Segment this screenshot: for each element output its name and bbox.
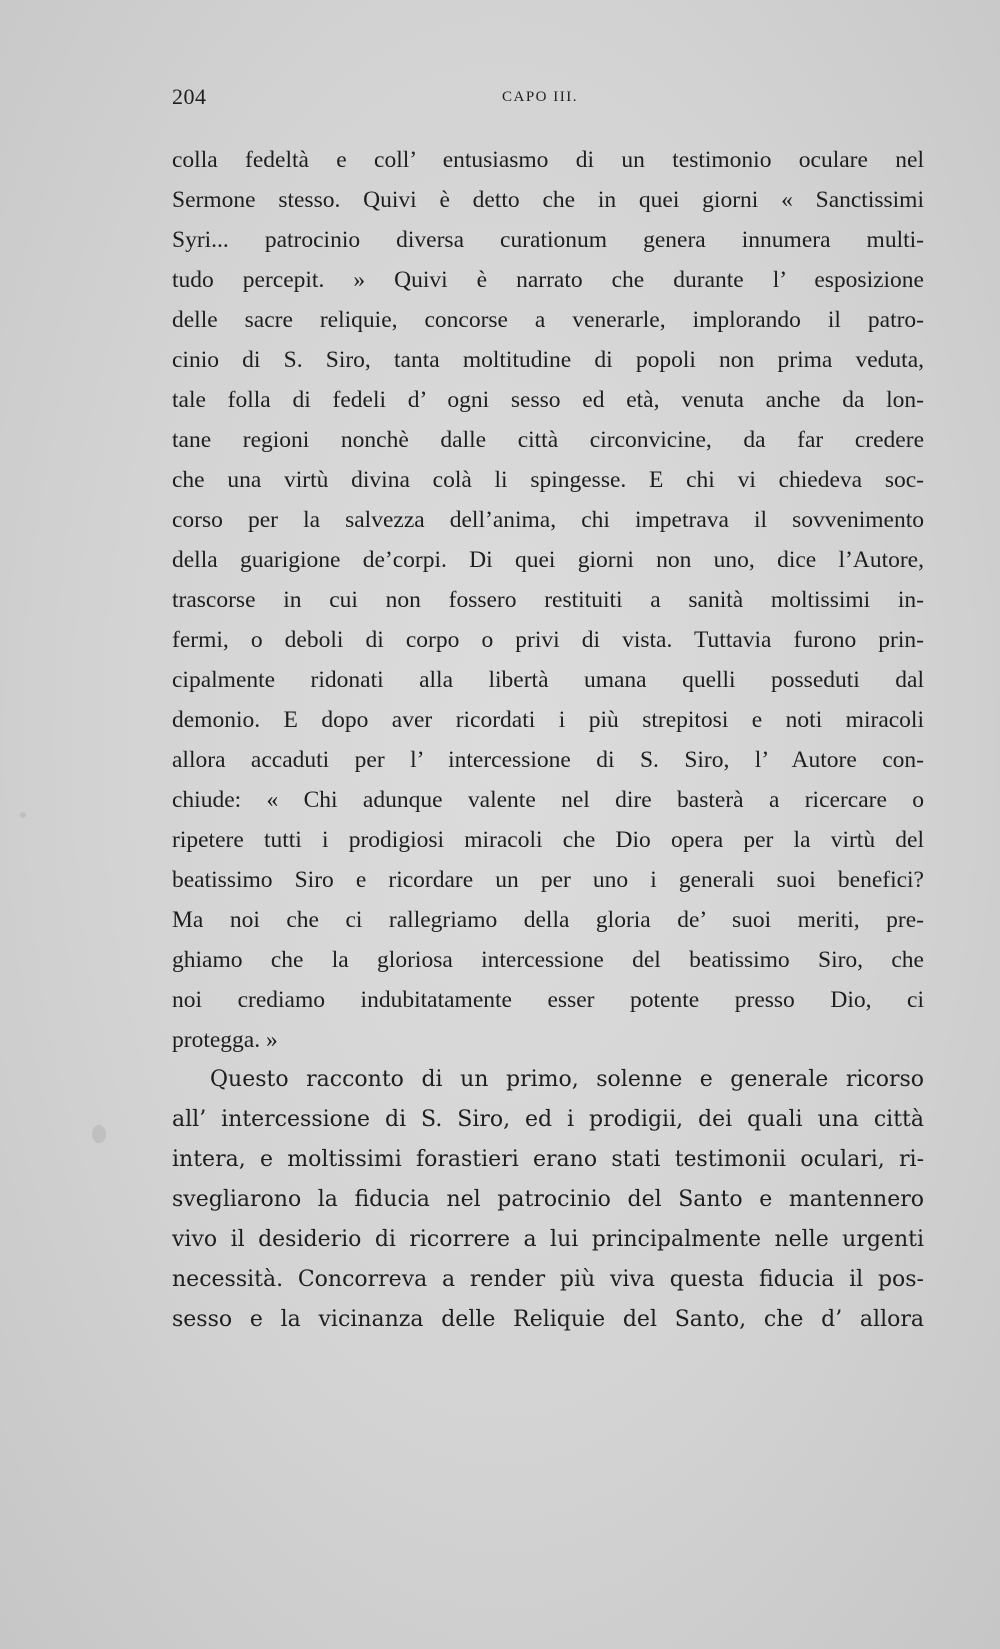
running-head: CAPO III.: [502, 89, 578, 105]
text-line: corso per la salvezza dell’anima, chi impetrava il sovvenimento: [172, 507, 924, 533]
text-line: necessità. Concorreva a render più viva questa fiducia il pos-: [172, 1267, 924, 1292]
paper-stain: [92, 1125, 106, 1143]
text-line: intera, e moltissimi forastieri erano stati testimonii oculari, ri-: [172, 1147, 924, 1172]
paragraph-2: [172, 1060, 924, 1340]
text-line: tane regioni nonchè dalle città circonvicine, da far credere: [172, 427, 924, 453]
paragraph-1: [172, 140, 924, 1060]
text-line: svegliarono la fiducia nel patrocinio del Santo e mantennero: [172, 1187, 924, 1212]
text-line: protegga. »: [172, 1027, 278, 1053]
text-line: ghiamo che la gloriosa intercessione del beatissimo Siro, che: [172, 947, 924, 973]
text-line: cipalmente ridonati alla libertà umana quelli posseduti dal: [172, 667, 924, 693]
text-line: allora accaduti per l’ intercessione di S. Siro, l’ Autore con-: [172, 747, 924, 773]
text-line: Ma noi che ci rallegriamo della gloria de’ suoi meriti, pre-: [172, 907, 924, 933]
text-line: tudo percepit. » Quivi è narrato che durante l’ esposizione: [172, 267, 924, 293]
text-line: ripetere tutti i prodigiosi miracoli che Dio opera per la virtù del: [172, 827, 924, 853]
text-line: fermi, o deboli di corpo o privi di vista. Tuttavia furono prin-: [172, 627, 924, 653]
text-line: beatissimo Siro e ricordare un per uno i generali suoi benefici?: [172, 867, 924, 893]
text-line: cinio di S. Siro, tanta moltitudine di popoli non prima veduta,: [172, 347, 924, 373]
page-header: [172, 84, 924, 118]
text-line: Sermone stesso. Quivi è detto che in quei giorni « Sanctissimi: [172, 187, 924, 213]
text-line: demonio. E dopo aver ricordati i più strepitosi e noti miracoli: [172, 707, 924, 733]
text-line: vivo il desiderio di ricorrere a lui principalmente nelle urgenti: [172, 1227, 924, 1252]
text-line: all’ intercessione di S. Siro, ed i prodigii, dei quali una città: [172, 1107, 924, 1132]
text-line: Questo racconto di un primo, solenne e generale ricorso: [210, 1067, 924, 1092]
text-line: trascorse in cui non fossero restituiti a sanità moltissimi in-: [172, 587, 924, 613]
text-line: Syri... patrocinio diversa curationum genera innumera multi-: [172, 227, 924, 253]
text-line: colla fedeltà e coll’ entusiasmo di un testimonio oculare nel: [172, 147, 924, 173]
text-line: della guarigione de’corpi. Di quei giorni non uno, dice l’Autore,: [172, 547, 924, 573]
text-line: noi crediamo indubitatamente esser potente presso Dio, ci: [172, 987, 924, 1013]
text-line: sesso e la vicinanza delle Reliquie del Santo, che d’ allora: [172, 1307, 924, 1332]
page-number: 204: [172, 84, 207, 109]
text-line: delle sacre reliquie, concorse a venerarle, implorando il patro-: [172, 307, 924, 333]
paper-stain: [20, 812, 26, 818]
body-text: [172, 140, 924, 1340]
text-line: tale folla di fedeli d’ ogni sesso ed età, venuta anche da lon-: [172, 387, 924, 413]
text-line: chiude: « Chi adunque valente nel dire basterà a ricercare o: [172, 787, 924, 813]
text-line: che una virtù divina colà li spingesse. E chi vi chiedeva soc-: [172, 467, 924, 493]
